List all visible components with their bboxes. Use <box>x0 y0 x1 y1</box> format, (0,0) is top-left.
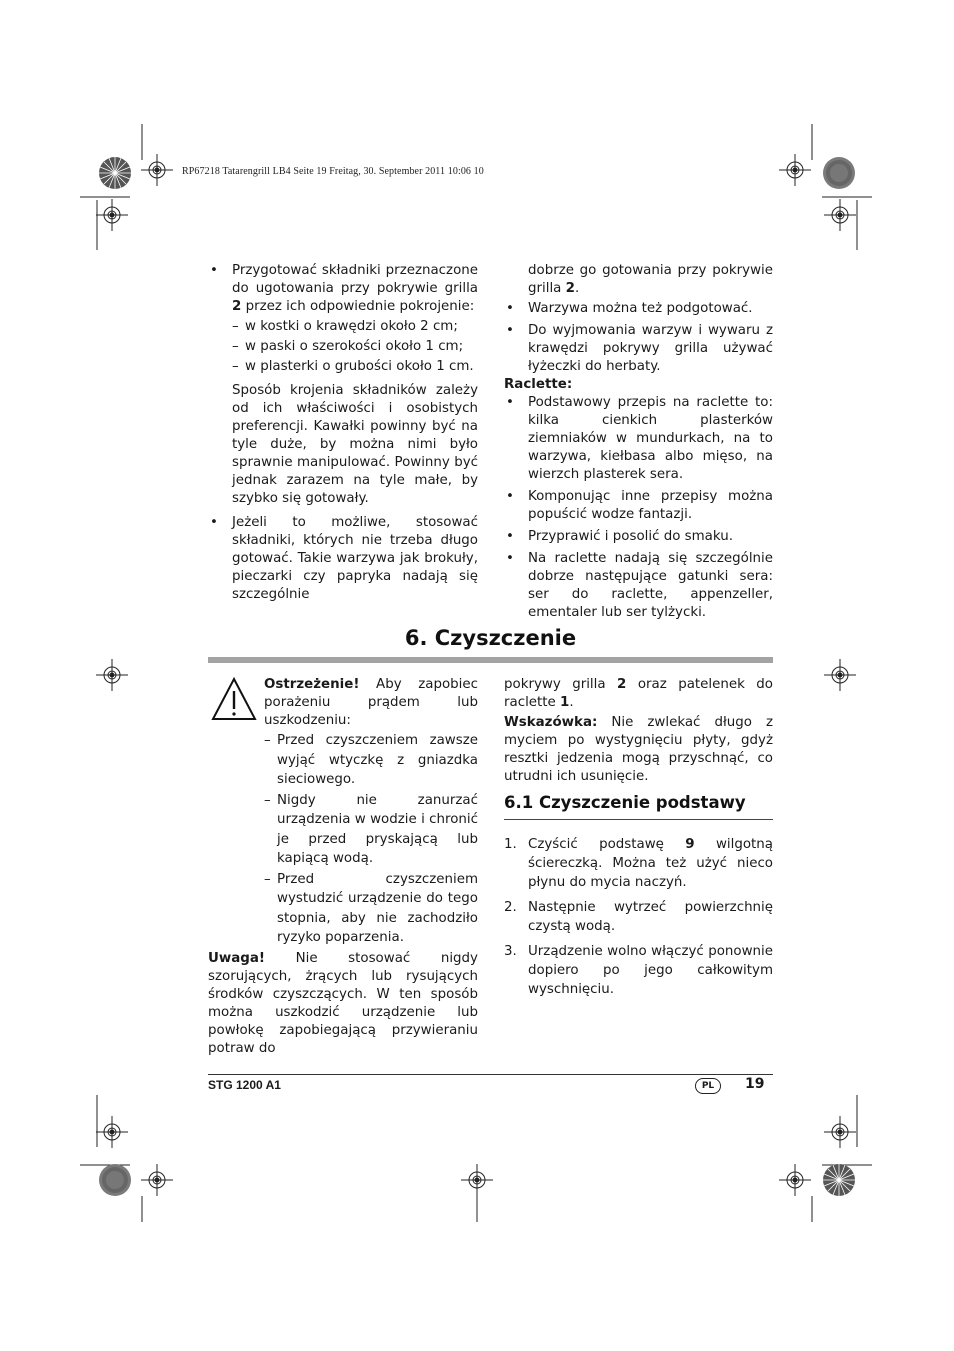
list-item: – Nigdy nie zanurzać urządzenia w wodzie i chronić je przed pryskającą lub kapiącą wodą. <box>264 792 478 866</box>
left-bottom-column <box>208 676 478 1058</box>
list-item: – w plasterki o grubości około 1 cm. <box>232 359 474 374</box>
language-badge: PL <box>695 1078 721 1094</box>
section-title: 6. Czyszczenie <box>404 626 577 650</box>
section-divider <box>208 657 773 663</box>
list-item: • Podstawowy przepis na raclette to: kilka cienkich plasterków ziemniaków w mundurkach, na to warzywa, kiełbasa albo mięso, na wierzch plasterek sera. <box>506 395 773 482</box>
footer-rule <box>208 1074 773 1075</box>
paragraph: pokrywy grilla 2 oraz patelenek do raclette 1. <box>504 677 774 710</box>
color-wheel-icon <box>115 173 116 174</box>
list-item: 1. Czyścić podstawę 9 wilgotną ściereczką. Można też użyć nieco płynu do mycia naczyń. <box>504 837 773 890</box>
list-item: • Na raclette nadają się szczególnie dobrze następujące gatunki sera: ser do raclette, appenzeller, ementaler lub ser tylżycki. <box>506 551 773 620</box>
list-item: – w kostki o krawędzi około 2 cm; <box>232 319 458 334</box>
color-wheel-icon <box>839 1180 840 1181</box>
list-item: • Komponując inne przepisy można popuścić wodze fantazji. <box>506 489 773 522</box>
warning-paragraph: Ostrzeżenie! Aby zapobiec porażeniu prądem lub uszkodzeniu: <box>264 677 478 728</box>
list-item: – Przed czyszczeniem zawsze wyjąć wtyczkę z gniazdka sieciowego. <box>264 733 478 787</box>
color-wheel-icon <box>115 1180 116 1181</box>
right-top-column <box>504 262 773 622</box>
list-item: • Warzywa można też podgotować. <box>506 301 753 316</box>
list-item: – Przed czyszczeniem wystudzić urządzenie do tego stopnia, aby nie zachodziło ryzyko poparzenia. <box>264 871 478 945</box>
right-bottom-column <box>504 676 773 786</box>
page-number: 19 <box>745 1076 765 1092</box>
uwaga-paragraph: Uwaga! Nie stosować nigdy szorujących, żrących lub rysujących środków czyszczących. W ten sposób można uszkodzić urządzenie lub powłokę zapobiegającą przywieraniu potraw do <box>208 950 478 1056</box>
raclette-heading: Raclette: <box>504 377 573 392</box>
list-item: 3. Urządzenie wolno włączyć ponownie dopiero po jego całkowitym wyschnięciu. <box>504 944 773 997</box>
subsection-rule <box>504 819 773 820</box>
subsection-title: 6.1 Czyszczenie podstawy <box>504 793 746 812</box>
list-item: 2. Następnie wytrzeć powierzchnię czystą wodą. <box>504 900 773 934</box>
paragraph: dobrze go gotowania przy pokrywie grilla 2. <box>528 263 773 296</box>
list-item: • Przygotować składniki przeznaczone do ugotowania przy pokrywie grilla 2 przez ich odpowiednie pokrojenie: <box>210 263 478 314</box>
footer-model: STG 1200 A1 <box>208 1078 281 1092</box>
paragraph: Sposób krojenia składników zależy od ich właściwości i osobistych preferencji. Kawałki powinny być na tyle duże, by można nimi było sprawnie manipulować. Powinny być jednak zarazem na tyle małe, by szybko się gotowały. <box>232 383 478 506</box>
hint-paragraph: Wskazówka: Nie zwlekać długo z myciem po wystygnięciu płyty, gdyż resztki jedzenia mogą przyschnąć, co utrudni ich usunięcie. <box>504 715 773 784</box>
left-top-column <box>208 262 478 604</box>
color-wheel-icon <box>839 173 840 174</box>
print-header: RP67218 Tatarengrill LB4 Seite 19 Freitag, 30. September 2011 10:06 10 <box>182 166 484 177</box>
steps-list <box>504 835 773 999</box>
list-item: • Jeżeli to możliwe, stosować składniki, których nie trzeba długo gotować. Takie warzywa jak brokuły, pieczarki czy papryka nadają się szczególnie <box>210 515 478 602</box>
list-item: – w paski o szerokości około 1 cm; <box>232 339 464 354</box>
list-item: • Do wyjmowania warzyw i wywaru z krawędzi pokrywy grilla używać łyżeczki do herbaty. <box>506 323 773 374</box>
list-item: • Przyprawić i posolić do smaku. <box>506 529 733 544</box>
